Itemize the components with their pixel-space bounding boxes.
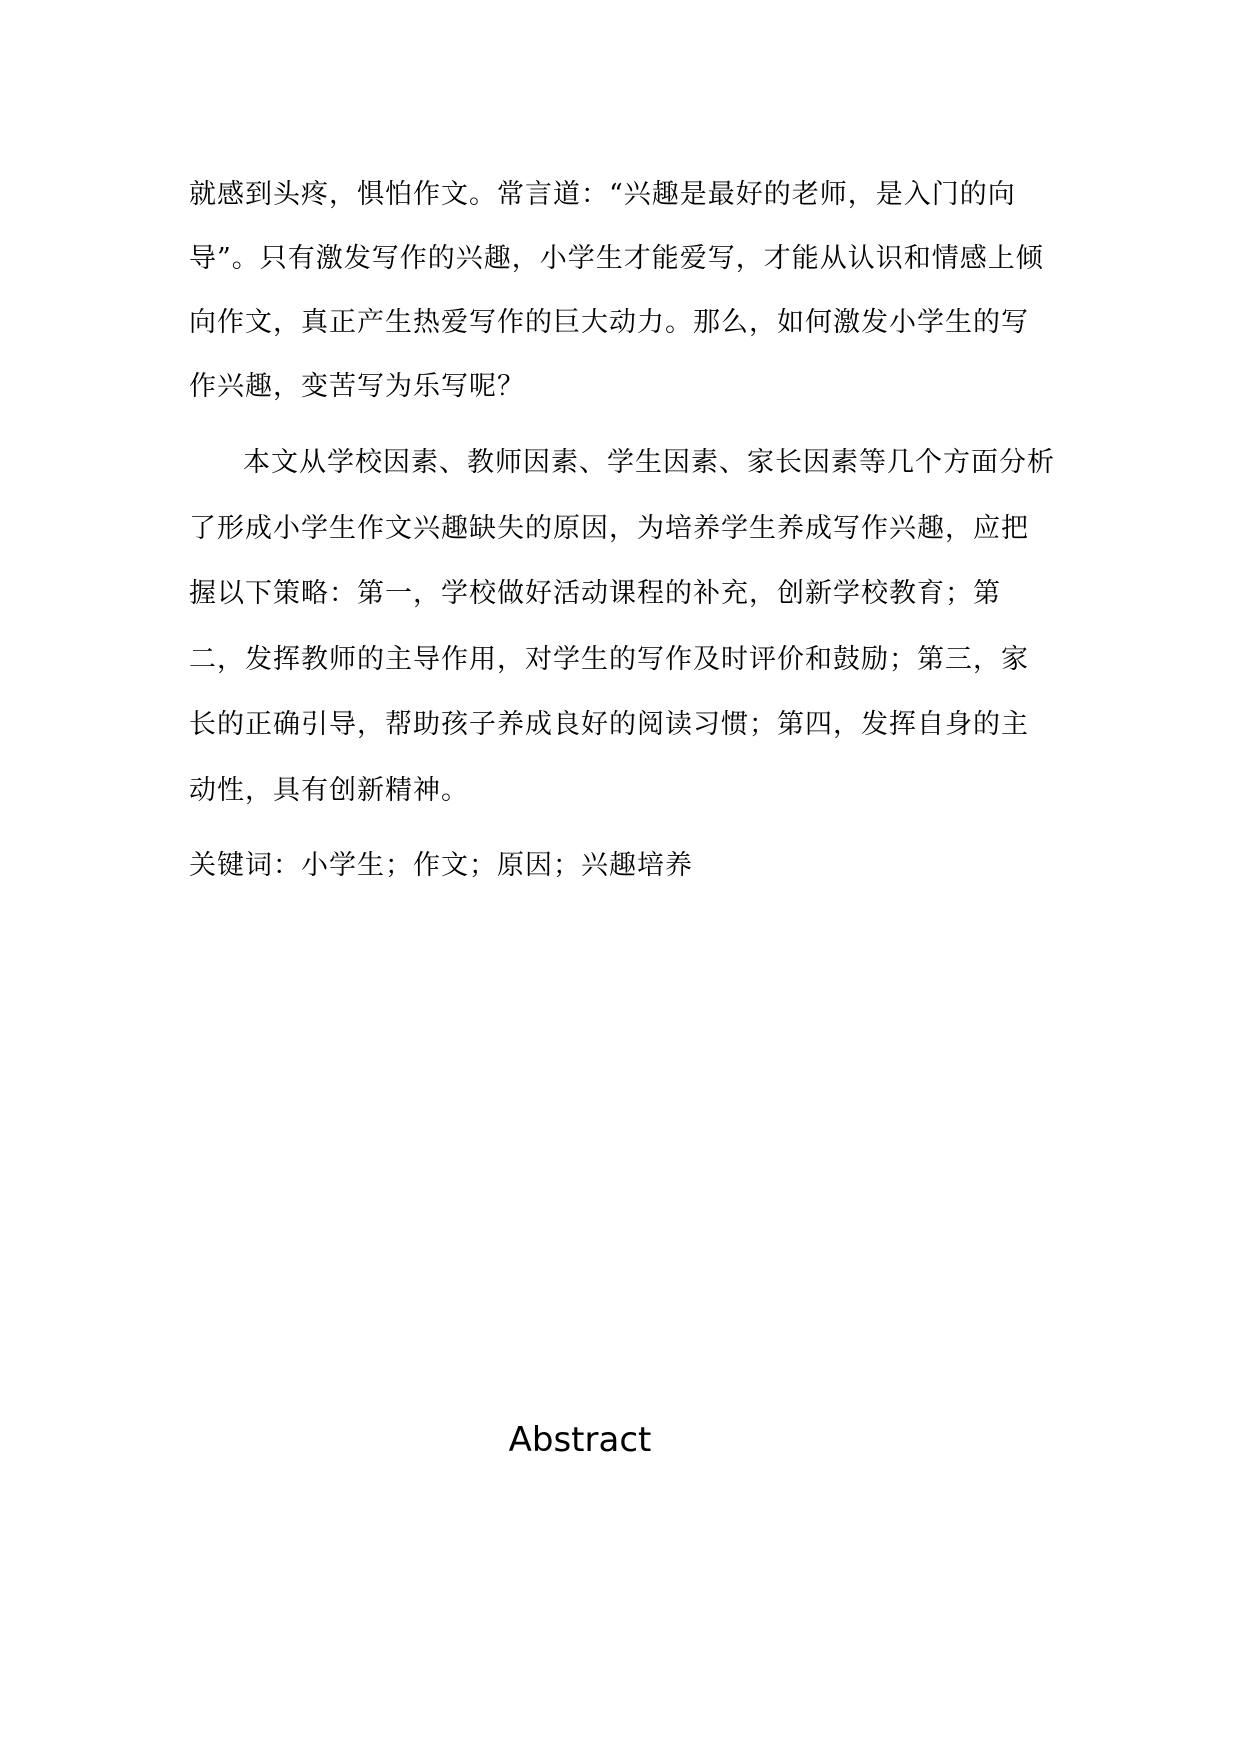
paragraph-text: 本文从学校因素、教师因素、学生因素、家长因素等几个方面分析了形成小学生作文兴趣缺失的原因，为培养学生养成写作兴趣，应把握以下策略：第一，学校做好活动课程的补充，创新学校教育；第二，发挥教师的主导作用，对学生的写作及时评价和鼓励；第三，家长的正确引导，帮助孩子养成良好的阅读习惯；第四，发挥自身的主动性，具有创新精神。 [189,447,1055,806]
body-paragraph-2 [189,430,1055,823]
paragraph-text: 就感到头疼，惧怕作文。常言道：“兴趣是最好的老师，是入门的向导”。只有激发写作的兴趣，小学生才能爱写，才能从认识和情感上倾向作文，真正产生热爱写作的巨大动力。那么，如何激发小学生的写作兴趣，变苦写为乐写呢？ [189,179,1044,402]
keywords-text: 关键词：小学生；作文；原因；兴趣培养 [189,850,693,881]
body-paragraph-1 [189,163,1055,419]
keywords-line [189,834,1055,898]
abstract-heading: Abstract [508,1420,652,1460]
